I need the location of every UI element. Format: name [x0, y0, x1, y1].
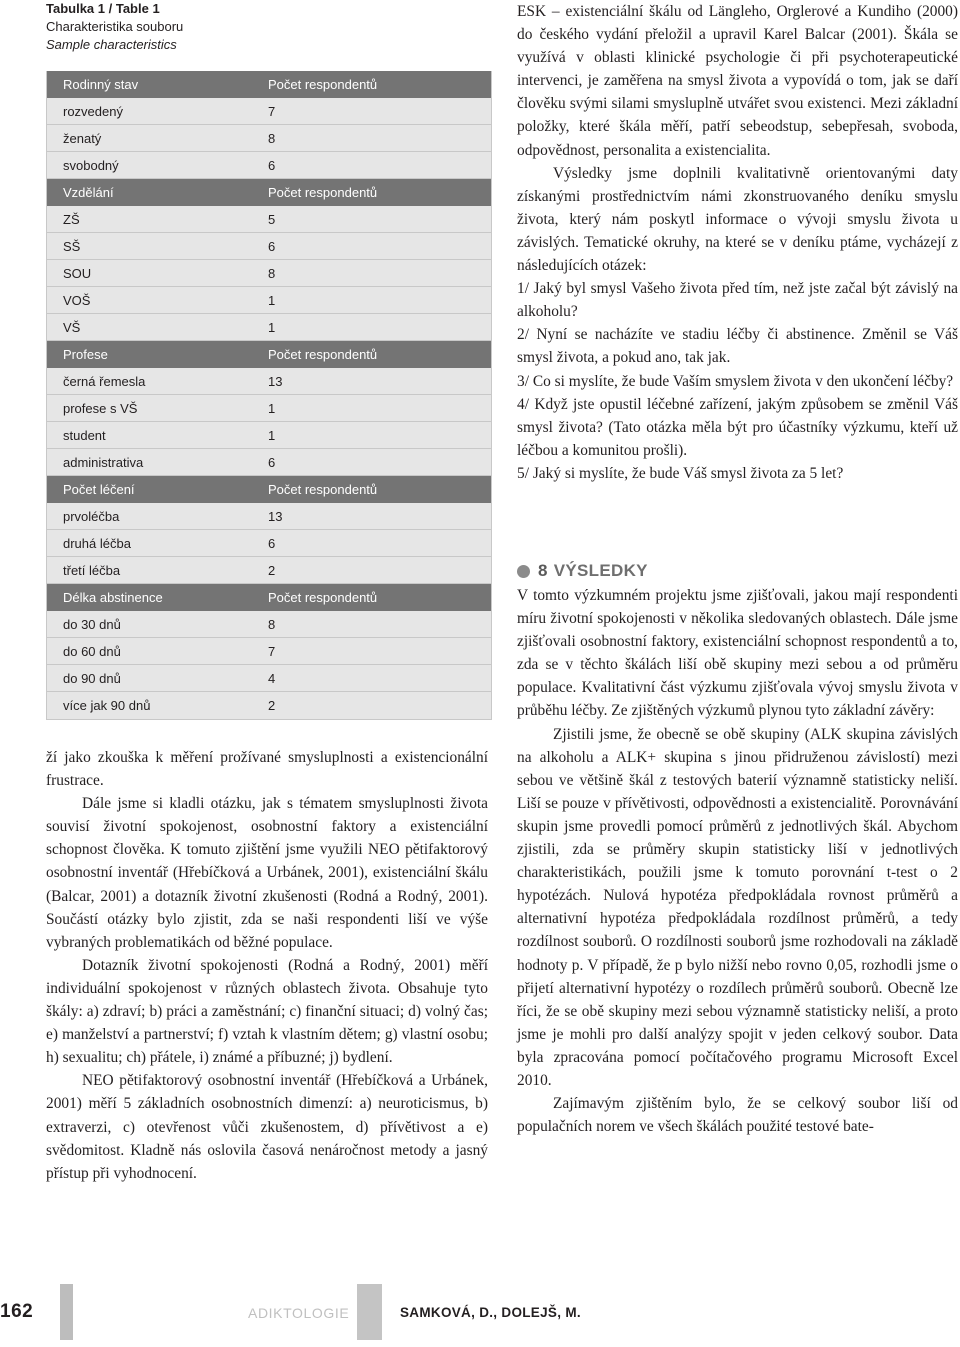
table-cell-label: Vzdělání [63, 184, 114, 200]
right-column-text-upper [517, 0, 958, 485]
table-row [47, 665, 491, 692]
table-header-row [47, 476, 491, 503]
article-authors: SAMKOVÁ, D., DOLEJŠ, M. [400, 1305, 581, 1320]
table-cell-label: rozvedený [63, 103, 123, 119]
table-row [47, 152, 491, 179]
table-header-row [47, 584, 491, 611]
paragraph: Zjistili jsme, že obecně se obě skupiny (ALK skupina závislých na alkoholu a ALK+ skupina s jinou přidruženou závislostí) mezi sebou ve většině škál z testových baterií významně statisticky neliší. Liší se pouze v přívětivosti, odpovědnosti a existencialitě. Porovnávání skupin jsme provedli pomocí průměrů z jednotlivých škál. Abychom zjistili, zda se průměry skupin statisticky liší v jednotlivých charakteristikách, použili jsme k tomuto porovnání t-test o 2 hypotézách. Nulová hypotéza předpokládala rovnost průměrů a alternativní hypotéza předpokládala rozdílnost průměrů, a tedy rozdílnost souborů. O rozdílnosti souborů jsme rozhodovali na základě hodnoty p. V případě, že p bylo nižší nebo rovno 0,05, rozhodli jsme o přijetí alternativní hypotézy o rozdílech průměrů souborů. Obecně lze říci, že se obě skupiny mezi sebou významně statisticky neliší, a proto jsme je mohli pro další analýzy spojit v jeden celkový soubor. Data byla zpracována pomocí počítačového programu Microsoft Excel 2010. [517, 725, 958, 1089]
table-row [47, 422, 491, 449]
table-cell-value: Počet respondentů [268, 346, 378, 362]
table-row [47, 503, 491, 530]
table-cell-label: Délka abstinence [63, 589, 163, 605]
table-cell-label: do 30 dnů [63, 616, 121, 632]
table-row [47, 233, 491, 260]
table-cell-label: prvoléčba [63, 508, 120, 524]
table-cell-value: 7 [268, 643, 276, 659]
table-cell-value: 6 [268, 454, 276, 470]
table-cell-value: 8 [268, 265, 276, 281]
paragraph: V tomto výzkumném projektu jsme zjišťovali, jakou mají respondenti míru životní spokojenosti v několika sledovaných oblastech. Dále jsme zjišťovali osobnostní faktory, existenciální schopnost respondentů a to, zda se v těchto škálách liší obě skupiny mezi sebou a od průměru populace. Kvalitativní část výzkumu zjišťovala vývoj smyslu života v průběhu léčby. Ze zjištěných výzkumů plynou tyto základní závěry: [517, 587, 958, 720]
table-row [47, 530, 491, 557]
table-cell-value: 1 [268, 400, 276, 416]
table-cell-value: 5 [268, 211, 276, 227]
table-header-row [47, 71, 491, 98]
table-cell-label: administrativa [63, 454, 144, 470]
table-row [47, 395, 491, 422]
table-cell-value: 2 [268, 562, 276, 578]
table-row [47, 98, 491, 125]
table-cell-label: do 60 dnů [63, 643, 121, 659]
table-cell-value: 13 [268, 373, 283, 389]
sample-characteristics-table [46, 71, 492, 720]
table-cell-value: Počet respondentů [268, 481, 378, 497]
section-title: VÝSLEDKY [553, 561, 648, 580]
table-cell-label: ZŠ [63, 211, 80, 227]
table-cell-label: student [63, 427, 106, 443]
table-caption-cz: Charakteristika souboru [46, 19, 184, 34]
right-column-text-lower [517, 584, 958, 1138]
table-cell-label: VOŠ [63, 292, 91, 308]
table-cell-label: profese s VŠ [63, 400, 138, 416]
table-cell-label: do 90 dnů [63, 670, 121, 686]
page-number: 162 [0, 1301, 34, 1322]
question-4: 4/ Když jste opustil léčebné zařízení, jakým způsobem se změnil Váš smysl života? (Tato otázka měla být pro účastníky výzkumu, kteří už léčbou a komunitou prošli). [517, 395, 958, 459]
table-cell-label: třetí léčba [63, 562, 121, 578]
table-cell-label: druhá léčba [63, 535, 131, 551]
table-caption [46, 0, 183, 54]
table-cell-value: Počet respondentů [268, 76, 378, 92]
table-cell-value: Počet respondentů [268, 184, 378, 200]
page-footer [0, 1284, 960, 1340]
table-row [47, 260, 491, 287]
table-cell-value: 7 [268, 103, 276, 119]
paragraph: ží jako zkouška k měření prožívané smysluplnosti a existencionální frustrace. [46, 749, 488, 790]
bullet-dot-icon [517, 565, 530, 578]
table-cell-label: SOU [63, 265, 92, 281]
table-cell-label: ženatý [63, 130, 102, 146]
table-cell-value: 8 [268, 130, 276, 146]
table-caption-en: Sample characteristics [46, 37, 177, 52]
table-cell-label: SŠ [63, 238, 81, 254]
table-cell-value: 1 [268, 292, 276, 308]
table-cell-label: VŠ [63, 319, 81, 335]
table-cell-value: 13 [268, 508, 283, 524]
table-row [47, 206, 491, 233]
table-cell-value: 2 [268, 698, 276, 713]
table-cell-value: 4 [268, 670, 276, 686]
table-cell-label: černá řemesla [63, 373, 146, 389]
table-cell-label: více jak 90 dnů [63, 698, 151, 713]
table-row [47, 368, 491, 395]
table-row [47, 611, 491, 638]
question-3: 3/ Co si myslíte, že bude Vaším smyslem života v den ukončení léčby? [517, 372, 954, 390]
table-header-row [47, 179, 491, 206]
paragraph: Dále jsme si kladli otázku, jak s tématem smysluplnosti života souvisí životní spokojenost, osobnostní faktory a existenciální schopnost člověka. K tomuto zjištění jsme využili NEO pětifaktorový osobnostní inventář (Hřebíčková a Urbánek, 2001), existenciální škálu (Balcar, 2001) a dotazník životní zkušenosti (Rodná a Rodný, 2001). Součástí otázky bylo zjistit, zda se naši respondenti liší ve výše vybraných problematikách od běžné populace. [46, 795, 488, 951]
footer-decor-bar [60, 1284, 73, 1340]
paragraph: NEO pětifaktorový osobnostní inventář (Hřebíčková a Urbánek, 2001) měří 5 základních osobnostních dimenzí: a) neuroticismus, b) extraverzi, c) otevřenost vůči zkušenostem, d) přívětivost a e) svědomitost. Kladně nás oslovila časová nenáročnost metody a jasný přístup při vyhodnocení. [46, 1072, 488, 1182]
journal-name: ADIKTOLOGIE [248, 1305, 350, 1321]
question-5: 5/ Jaký si myslíte, že bude Váš smysl života za 5 let? [517, 464, 844, 482]
table-header-row [47, 341, 491, 368]
paragraph: ESK – existenciální škálu od Längleho, Orglerové a Kundiho (2000) do českého vydání přeložil a upravil Karel Balcar (2001). Škála se využívá v oblasti klinické psychologie či při psychoterapeutické intervenci, je zaměřena na smysl života a vypovídá o tom, jak se daří člověku svými silami smysluplně utvářet svou existenci. Mezi základní položky, které škála měří, patří sebeodstup, sebepřesah, svoboda, odpovědnost, personalita a existencialita. [517, 3, 958, 159]
table-row [47, 314, 491, 341]
table-cell-value: 6 [268, 535, 276, 551]
footer-decor-bar [357, 1284, 382, 1340]
left-column-text [46, 746, 488, 1185]
table-cell-label: svobodný [63, 157, 119, 173]
table-row [47, 449, 491, 476]
section-heading-results [517, 558, 648, 584]
table-caption-title: Tabulka 1 / Table 1 [46, 1, 160, 16]
table-cell-value: 6 [268, 157, 276, 173]
paragraph: Zajímavým zjištěním bylo, že se celkový soubor liší od populačních norem ve všech škálách použité testové bate- [517, 1095, 958, 1136]
question-2: 2/ Nyní se nacházíte ve stadiu léčby či abstinence. Změnil se Váš smysl života, a pokud ano, tak jak. [517, 326, 958, 367]
table-row [47, 638, 491, 665]
table-row [47, 692, 491, 719]
table-row [47, 287, 491, 314]
table-cell-value: 1 [268, 427, 276, 443]
table-cell-value: Počet respondentů [268, 589, 378, 605]
table-cell-label: Rodinný stav [63, 76, 139, 92]
table-row [47, 557, 491, 584]
question-1: 1/ Jaký byl smysl Vašeho života před tím, než jste začal být závislý na alkoholu? [517, 280, 958, 321]
table-cell-value: 6 [268, 238, 276, 254]
table-cell-label: Počet léčení [63, 481, 135, 497]
table-cell-value: 8 [268, 616, 276, 632]
table-cell-label: Profese [63, 346, 108, 362]
table-row [47, 125, 491, 152]
paragraph: Dotazník životní spokojenosti (Rodná a Rodný, 2001) měří individuální spokojenost v různých oblastech života. Obsahuje tyto škály: a) zdraví; b) práci a zaměstnání; c) finanční situaci; d) volný čas; e) manželství a partnerství; f) vztah k vlastním dětem; g) vlastní osobu; h) sexualitu; ch) přátele, i) známé a příbuzné; j) bydlení. [46, 956, 488, 1067]
paragraph: Výsledky jsme doplnili kvalitativně orientovanými daty získanými prostřednictvím námi zkonstruovaného deníku smyslu života, který nám poskytl informace o vývoji smyslu života u závislých. Tematické okruhy, na které se v deníku ptáme, vycházejí z následujících otázek: [517, 164, 958, 275]
section-number: 8 [538, 561, 548, 580]
table-cell-value: 1 [268, 319, 276, 335]
